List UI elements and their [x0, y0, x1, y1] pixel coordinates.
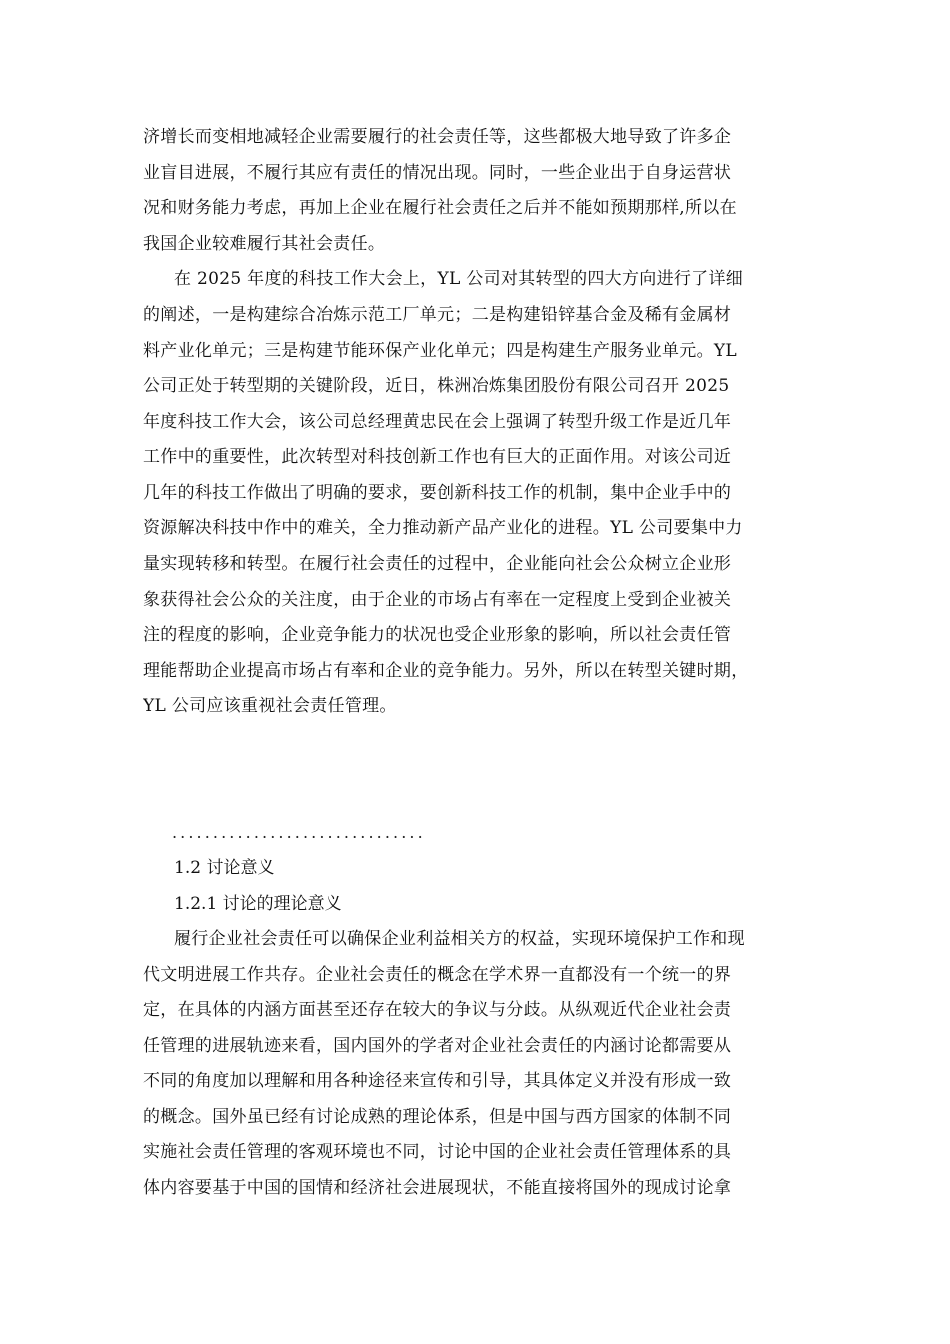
paragraph-3-line: 的概念。国外虽已经有讨论成熟的理论体系，但是中国与西方国家的体制不同	[143, 1107, 732, 1127]
paragraph-3-line: 实施社会责任管理的客观环境也不同，讨论中国的企业社会责任管理体系的具	[143, 1142, 732, 1162]
paragraph-2-line: 注的程度的影响，企业竞争能力的状况也受企业形象的影响，所以社会责任管	[143, 625, 732, 645]
paragraph-3-line: 体内容要基于中国的国情和经济社会进展现状，不能直接将国外的现成讨论拿	[143, 1178, 732, 1198]
paragraph-2-line: 资源解决科技中作中的难关，全力推动新产品产业化的进程。YL 公司要集中力	[143, 518, 743, 538]
paragraph-3-line: 不同的角度加以理解和用各种途径来宣传和引导，其具体定义并没有形成一致	[143, 1071, 732, 1091]
paragraph-2-line: YL 公司应该重视社会责任管理。	[143, 696, 397, 716]
paragraph-3-line: 定，在具体的内涵方面甚至还存在较大的争议与分歧。从纵观近代企业社会责	[143, 1000, 732, 1020]
paragraph-1-line: 况和财务能力考虑，再加上企业在履行社会责任之后并不能如预期那样,所以在	[143, 198, 737, 218]
paragraph-2-line: 在 2025 年度的科技工作大会上，YL 公司对其转型的四大方向进行了详细	[174, 269, 744, 289]
omission-separator: ...............................	[172, 823, 426, 842]
paragraph-2-line: 量实现转移和转型。在履行社会责任的过程中，企业能向社会公众树立企业形	[143, 554, 732, 574]
paragraph-2-line: 工作中的重要性，此次转型对科技创新工作也有巨大的正面作用。对该公司近	[143, 447, 732, 467]
paragraph-1-line: 我国企业较难履行其社会责任。	[143, 234, 386, 254]
paragraph-3-line: 代文明进展工作共存。企业社会责任的概念在学术界一直都没有一个统一的界	[143, 965, 732, 985]
paragraph-1-line: 济增长而变相地减轻企业需要履行的社会责任等，这些都极大地导致了许多企	[143, 127, 732, 147]
paragraph-2-line: 年度科技工作大会，该公司总经理黄忠民在会上强调了转型升级工作是近几年	[143, 412, 732, 432]
section-heading: 1.2 讨论意义	[174, 858, 275, 878]
paragraph-2-line: 几年的科技工作做出了明确的要求，要创新科技工作的机制，集中企业手中的	[143, 483, 732, 503]
paragraph-3-line: 任管理的进展轨迹来看，国内国外的学者对企业社会责任的内涵讨论都需要从	[143, 1036, 732, 1056]
paragraph-2-line: 的阐述，一是构建综合冶炼示范工厂单元；二是构建铅锌基合金及稀有金属材	[143, 305, 732, 325]
paragraph-3-line: 履行企业社会责任可以确保企业利益相关方的权益，实现环境保护工作和现	[174, 929, 745, 949]
paragraph-2-line: 象获得社会公众的关注度，由于企业的市场占有率在一定程度上受到企业被关	[143, 590, 732, 610]
paragraph-2-line: 理能帮助企业提高市场占有率和企业的竞争能力。另外，所以在转型关键时期，	[143, 661, 749, 681]
paragraph-2-line: 料产业化单元；三是构建节能环保产业化单元；四是构建生产服务业单元。YL	[143, 341, 738, 361]
paragraph-1-line: 业盲目进展，不履行其应有责任的情况出现。同时，一些企业出于自身运营状	[143, 163, 732, 183]
paragraph-2-line: 公司正处于转型期的关键阶段，近日，株洲冶炼集团股份有限公司召开 2025	[143, 376, 730, 396]
subsection-heading: 1.2.1 讨论的理论意义	[174, 894, 342, 914]
